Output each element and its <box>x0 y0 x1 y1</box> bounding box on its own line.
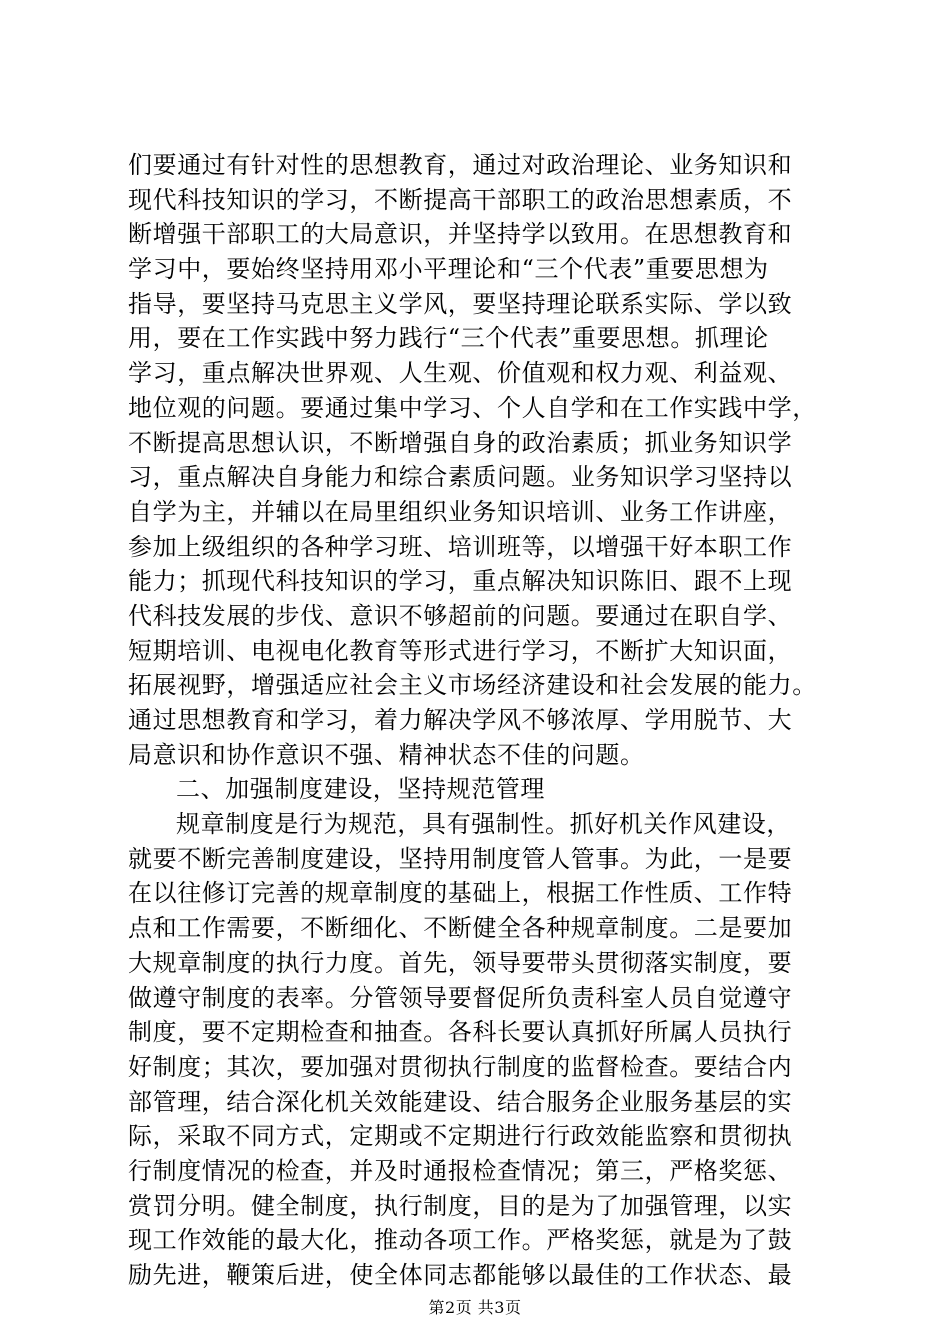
body-line: 们要通过有针对性的思想教育，通过对政治理论、业务知识和 <box>128 151 793 179</box>
body-line: 习，重点解决自身能力和综合素质问题。业务知识学习坚持以 <box>128 463 793 492</box>
body-line: 用，要在工作实践中努力践行“三个代表”重要思想。抓理论 <box>128 324 769 353</box>
body-line: 局意识和协作意识不强、精神状态不佳的问题。 <box>128 740 645 769</box>
body-line: 励先进，鞭策后进，使全体同志都能够以最佳的工作状态、最 <box>128 1261 793 1289</box>
body-line: 现代科技知识的学习，不断提高干部职工的政治思想素质，不 <box>128 185 793 214</box>
body-line: 赏罚分明。健全制度，执行制度，目的是为了加强管理，以实 <box>128 1191 793 1220</box>
document-body <box>128 148 848 1293</box>
body-line: 指导，要坚持马克思主义学风，要坚持理论联系实际、学以致 <box>128 289 793 318</box>
body-line: 参加上级组织的各种学习班、培训班等，以增强干好本职工作 <box>128 532 793 561</box>
body-line: 学习，重点解决世界观、人生观、价值观和权力观、利益观、 <box>128 359 793 388</box>
body-line: 在以往修订完善的规章制度的基础上，根据工作性质、工作特 <box>128 879 793 908</box>
body-line: 行制度情况的检查，并及时通报检查情况；第三，严格奖惩、 <box>128 1156 793 1185</box>
body-line: 地位观的问题。要通过集中学习、个人自学和在工作实践中学， <box>128 393 817 422</box>
section-heading: 二、加强制度建设，坚持规范管理 <box>176 775 545 804</box>
body-line: 不断提高思想认识，不断增强自身的政治素质；抓业务知识学 <box>128 428 793 457</box>
body-line: 学习中，要始终坚持用邓小平理论和“三个代表”重要思想为 <box>128 255 769 284</box>
body-line: 好制度；其次，要加强对贯彻执行制度的监督检查。要结合内 <box>128 1052 793 1081</box>
body-line: 断增强干部职工的大局意识，并坚持学以致用。在思想教育和 <box>128 220 793 249</box>
body-line: 自学为主，并辅以在局里组织业务知识培训、业务工作讲座， <box>128 497 793 526</box>
page-number-footer: 第2页 共3页 <box>428 1298 522 1317</box>
body-line: 现工作效能的最大化，推动各项工作。严格奖惩，就是为了鼓 <box>128 1226 793 1255</box>
body-line: 部管理，结合深化机关效能建设、结合服务企业服务基层的实 <box>128 1087 793 1116</box>
body-line: 际，采取不同方式，定期或不定期进行行政效能监察和贯彻执 <box>128 1122 793 1151</box>
body-line: 能力；抓现代科技知识的学习，重点解决知识陈旧、跟不上现 <box>128 567 793 596</box>
body-line: 做遵守制度的表率。分管领导要督促所负责科室人员自觉遵守 <box>128 983 793 1012</box>
body-line: 拓展视野，增强适应社会主义市场经济建设和社会发展的能力。 <box>128 671 817 700</box>
body-line: 代科技发展的步伐、意识不够超前的问题。要通过在职自学、 <box>128 601 793 630</box>
body-line: 短期培训、电视电化教育等形式进行学习，不断扩大知识面， <box>128 636 793 665</box>
body-line: 大规章制度的执行力度。首先，领导要带头贯彻落实制度，要 <box>128 948 793 977</box>
paragraph-first-line: 规章制度是行为规范，具有强制性。抓好机关作风建设， <box>176 810 791 839</box>
body-line: 点和工作需要，不断细化、不断健全各种规章制度。二是要加 <box>128 914 793 943</box>
body-line: 就要不断完善制度建设，坚持用制度管人管事。为此，一是要 <box>128 844 793 873</box>
body-line: 通过思想教育和学习，着力解决学风不够浓厚、学用脱节、大 <box>128 706 793 734</box>
body-line: 制度，要不定期检查和抽查。各科长要认真抓好所属人员执行 <box>128 1018 793 1047</box>
